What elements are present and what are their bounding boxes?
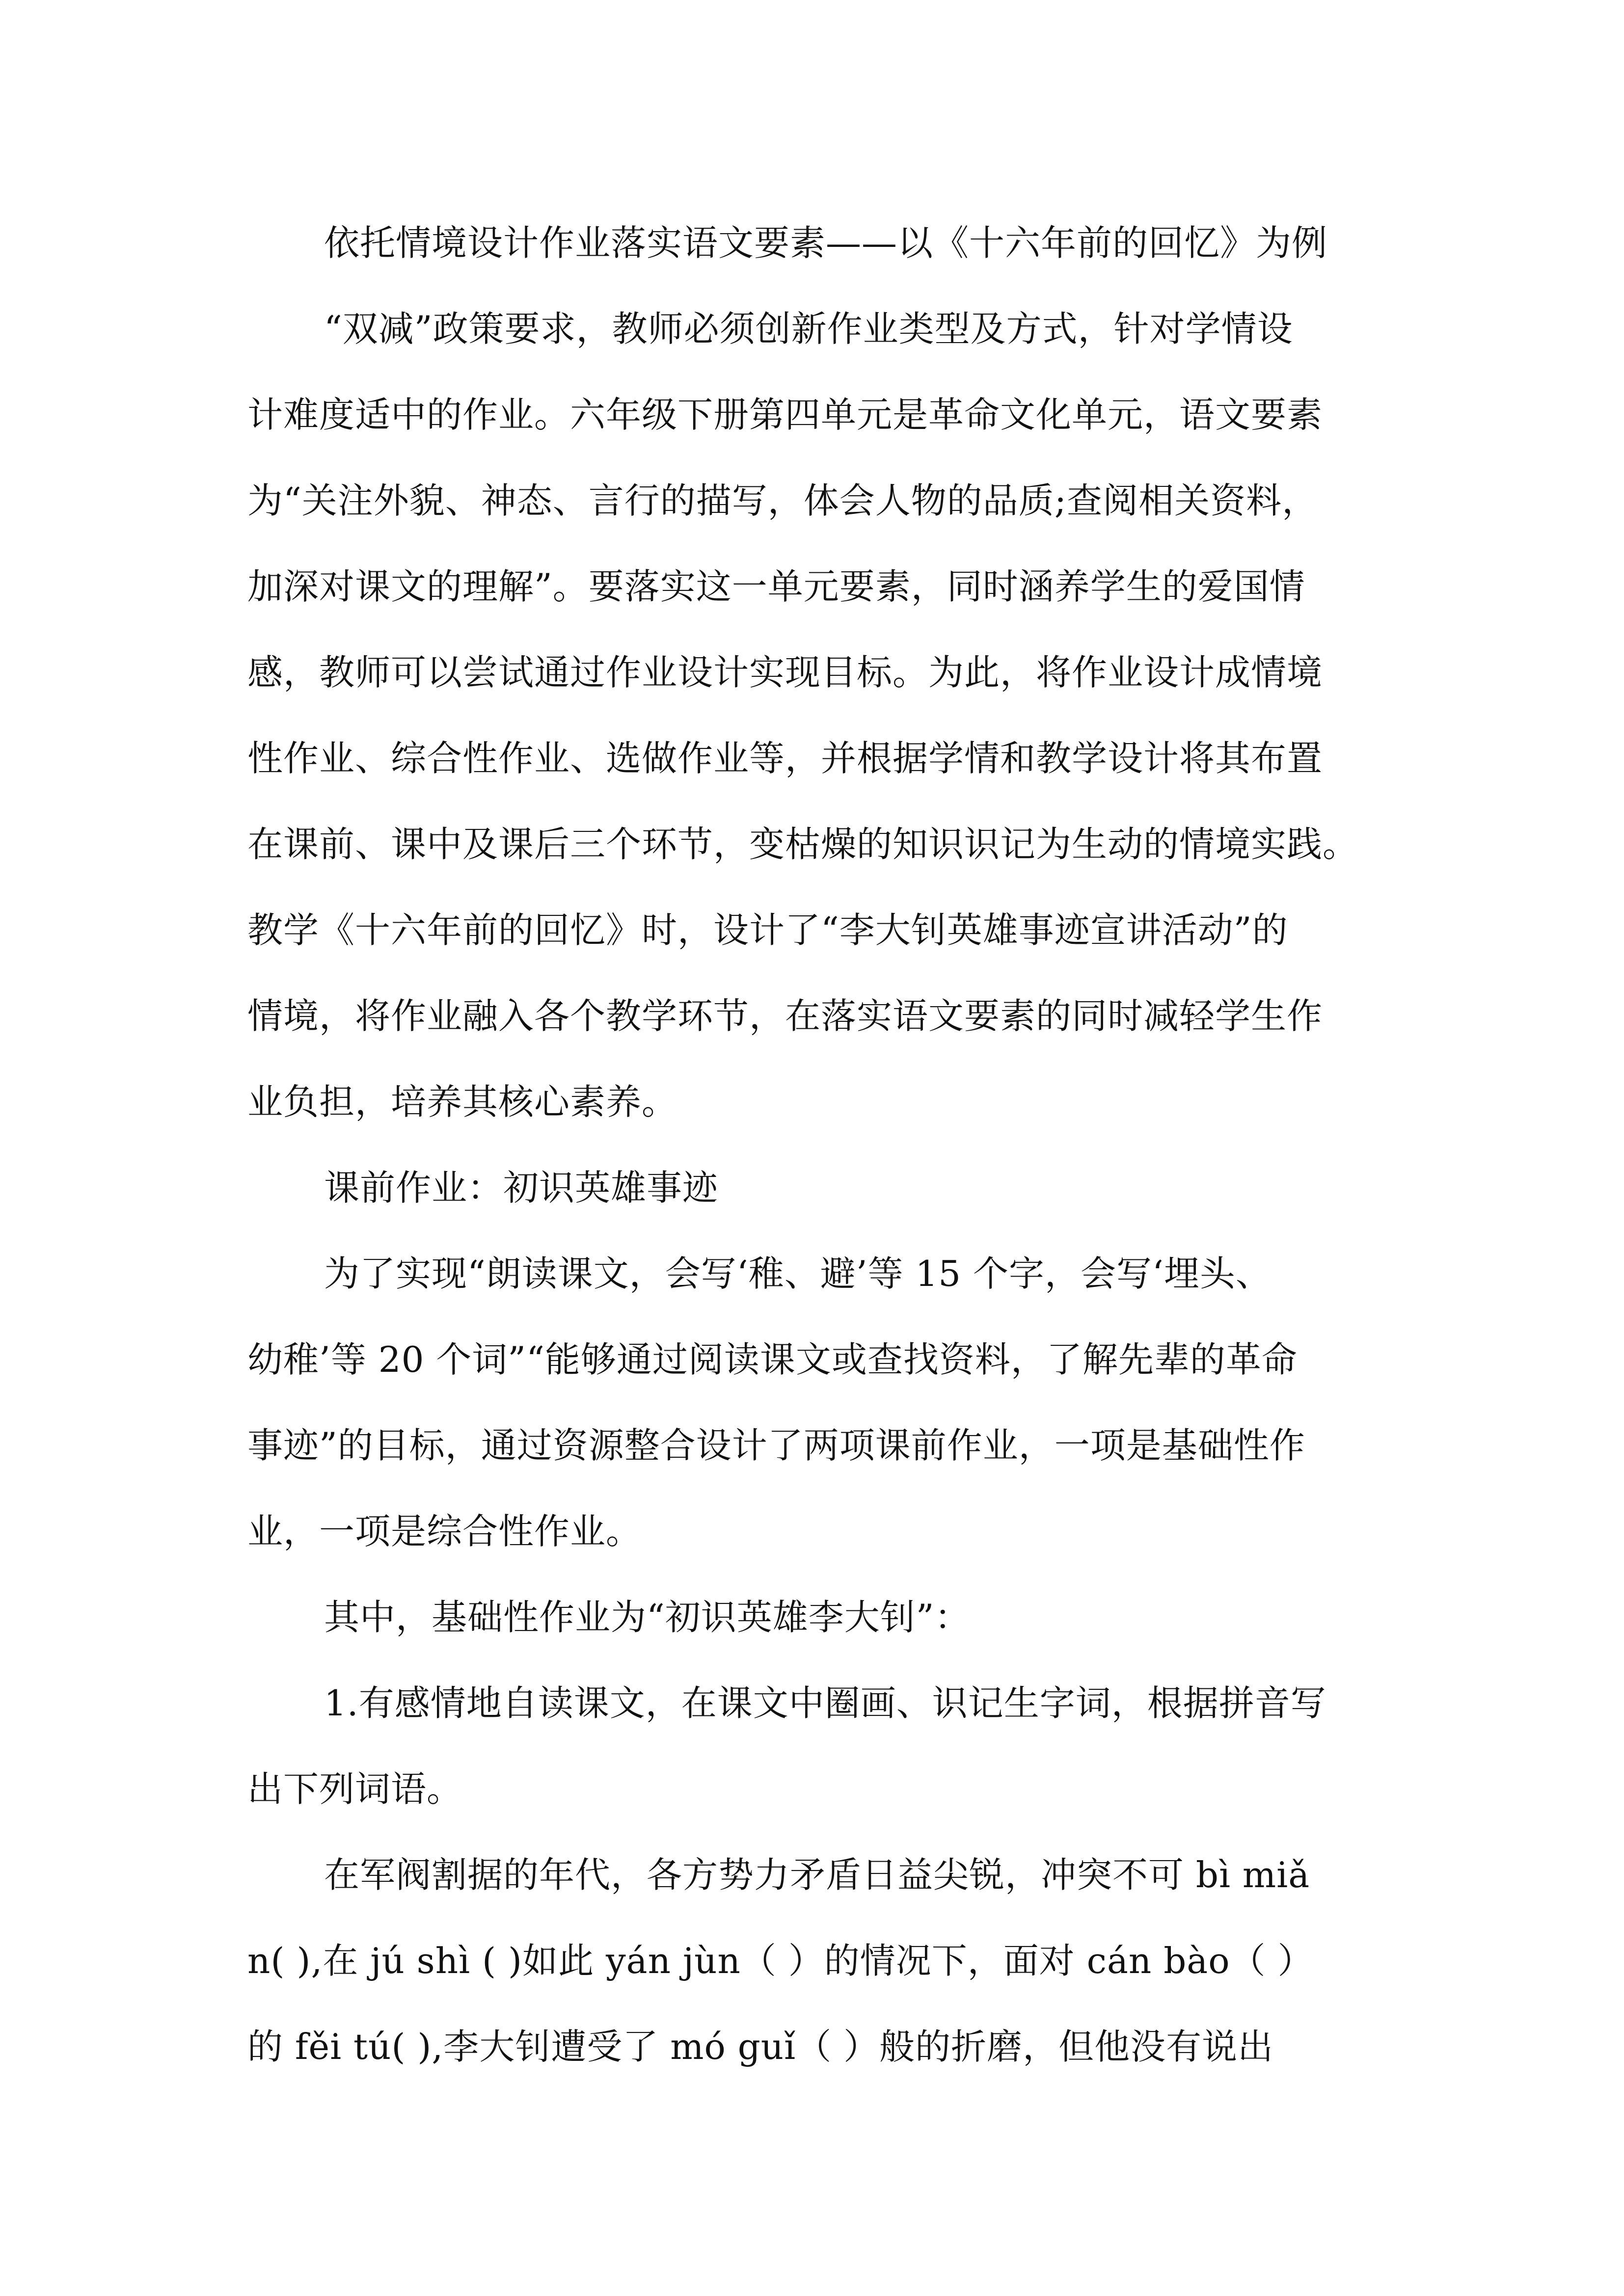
paragraph-line: 业，一项是综合性作业。 bbox=[247, 1511, 642, 1552]
paragraph-line: 事迹”的目标，通过资源整合设计了两项课前作业，一项是基础性作 bbox=[247, 1425, 1305, 1466]
paragraph-line: 加深对课文的理解”。要落实这一单元要素，同时涵养学生的爱国情 bbox=[247, 566, 1305, 607]
paragraph-line: 出下列词语。 bbox=[247, 1768, 463, 1810]
paragraph-line: 计难度适中的作业。六年级下册第四单元是革命文化单元，语文要素 bbox=[247, 394, 1323, 435]
paragraph-line: “双减”政策要求，教师必须创新作业类型及方式，针对学情设 bbox=[324, 308, 1293, 349]
paragraph-line: 1.有感情地自读课文，在课文中圈画、识记生字词，根据拼音写 bbox=[324, 1682, 1326, 1724]
paragraph-line: n( ),在 jú shì ( )如此 yán jùn（ ）的情况下，面对 cán bào（ ） bbox=[247, 1940, 1314, 1981]
paragraph-line: 幼稚’等 20 个词”“能够通过阅读课文或查找资料，了解先辈的革命 bbox=[247, 1339, 1298, 1380]
paragraph-line: 教学《十六年前的回忆》时，设计了“李大钊英雄事迹宣讲活动”的 bbox=[247, 909, 1288, 951]
paragraph-line: 在军阀割据的年代，各方势力矛盾日益尖锐，冲突不可 bì miǎ bbox=[324, 1854, 1310, 1896]
paragraph-line: 在课前、课中及课后三个环节，变枯燥的知识识记为生动的情境实践。 bbox=[247, 824, 1359, 865]
paragraph-line: 为了实现“朗读课文，会写‘稚、避’等 15 个字，会写‘埋头、 bbox=[324, 1253, 1272, 1294]
document-title: 依托情境设计作业落实语文要素——以《十六年前的回忆》为例 bbox=[324, 222, 1328, 264]
paragraph-line: 性作业、综合性作业、选做作业等，并根据学情和教学设计将其布置 bbox=[247, 738, 1323, 779]
paragraph-line: 的 fěi tú( ),李大钊遭受了 mó guǐ（ ）般的折磨，但他没有说出 bbox=[247, 2026, 1274, 2067]
paragraph-line: 情境，将作业融入各个教学环节，在落实语文要素的同时减轻学生作 bbox=[247, 995, 1323, 1037]
paragraph-line: 业负担，培养其核心素养。 bbox=[247, 1081, 678, 1122]
paragraph-line: 其中，基础性作业为“初识英雄李大钊”： bbox=[324, 1597, 971, 1638]
paragraph-line: 为“关注外貌、神态、言行的描写，体会人物的品质;查阅相关资料， bbox=[247, 480, 1318, 521]
section-heading: 课前作业：初识英雄事迹 bbox=[324, 1167, 719, 1208]
paragraph-line: 感，教师可以尝试通过作业设计实现目标。为此，将作业设计成情境 bbox=[247, 652, 1323, 693]
